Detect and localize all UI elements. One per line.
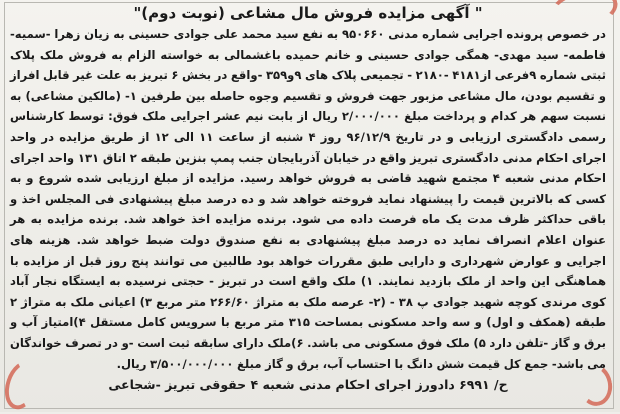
notice-signature: ح/ ۶۹۹۱ دادورز اجرای احکام مدنی شعبه ۴ حقوقی تبریز -شجاعی — [108, 377, 508, 393]
notice-title: " آگهی مزایده فروش مال مشاعی (نوبت دوم)" — [133, 4, 483, 22]
notice-body: در خصوص پرونده اجرایی شماره مدنی ۹۵۰۶۶۰ به نفع سید محمد علی جوادی حسینی به زیان زهرا -سمیه-فاطمه- سید مهدی- همگی جوادی حسینی و خانم حمیده باغشمالی به خواسته الزام به فروش ملک پلاک ثبتی شماره ۹فرعی از۴۱۸۱ -۲۱۸۰ - تجمیعی پلاک های ۹و۳۵۹ -واقع در بخش ۶ تبریز به علت غیر قابل افراز و تقسیم بودن، مال مشاعی مزبور جهت فروش و تقسیم وجوه حاصله بین طرفین ۱- (مالکین مشاعی) به نسبت سهم هر کدام و پرداخت مبلغ ۲/۰۰۰/۰۰۰ ریال از بابت نیم عشر اجرایی ملک فوق: توسط کارشناس رسمی دادگستری ارزیابی و در تاریخ ۹۶/۱۲/۹ روز ۴ شنبه از ساعت ۱۱ الی ۱۲ از طریق مزایده در واحد اجرای احکام مدنی دادگستری تبریز واقع در خیابان آذربایجان جنب پمپ بنزین طبقه ۲ اتاق ۱۳۱ واحد اجرای احکام مدنی شعبه ۴ مجتمع شهید قاضی به فروش خواهد رسید. مزایده از مبلغ ارزیابی شده شروع و به کسی که بالاترین قیمت را پیشنهاد نماید فروخته خواهد شد و ده درصد مبلغ پیشنهادی فی المجلس اخذ و باقی حداکثر ظرف مدت یک ماه فرصت داده می شود. برنده مزایده اخذ خواهد شد. برنده مزایده به هر عنوان اعلام انصراف نماید ده درصد مبلغ پیشنهادی به نفع صندوق دولت ضبط خواهد شد. هزینه های اجرایی و عوارض شهرداری و دارایی طبق مقررات خواهد بود طالبین می توانند پنج روز قبل از مزایده با هماهنگی این واحد از ملک بازدید نمایند. ۱) ملک واقع است در تبریز - حجتی نرسیده به ایستگاه نجار آباد کوی مرندی کوچه شهید جوادی پ ۳۸ - (۲- عرصه ملک به متراژ ۲۶۶/۶۰ متر مربع ۳) اعیانی ملک به متراژ ۲ طبقه (همکف و اول) و سه واحد مسکونی بمساحت ۳۱۵ متر مربع با سرویس کامل مستقل ۴)امتیاز آب و برق و گاز -تلفن دارد ۵) ملک فوق مسکونی می باشد. ۶)ملک دارای سابقه ثبت است -و در تصرف خواندگان می باشد- جمع کل قیمت شش دانگ با احتساب آب، برق و گاز مبلغ ۳/۵۰۰/۰۰۰/۰۰۰ ریال. — [10, 27, 607, 371]
auction-notice — [10, 4, 606, 406]
